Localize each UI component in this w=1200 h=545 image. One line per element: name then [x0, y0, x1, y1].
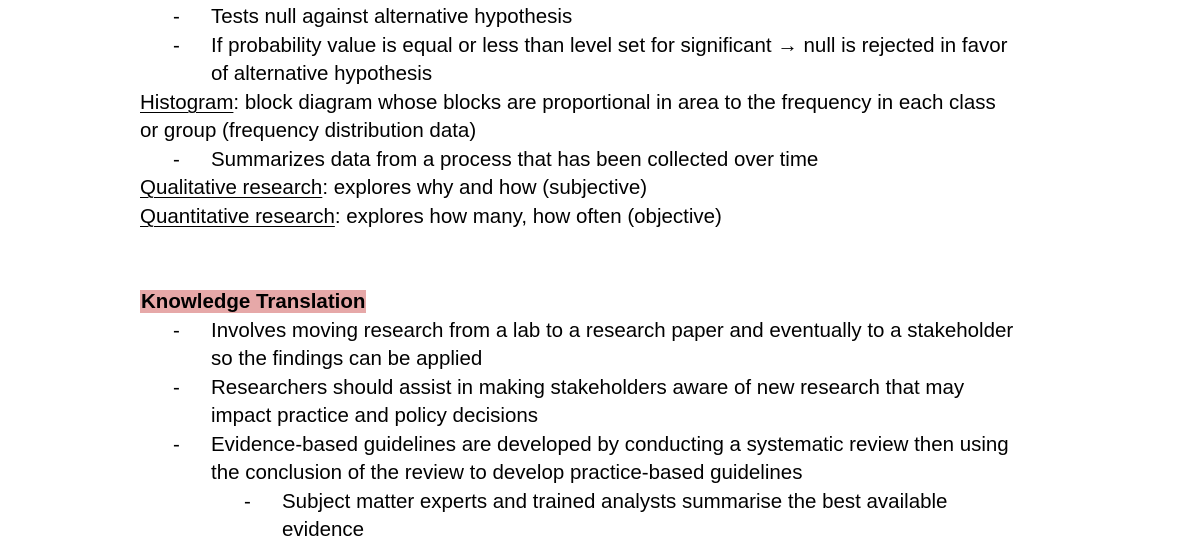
kt-sub-bullet-text: Subject matter experts and trained analysts summarise the best available — [282, 490, 948, 513]
kt-bullet-text: Researchers should assist in making stakeholders aware of new research that may — [211, 376, 965, 399]
bullet-dash: - — [173, 34, 180, 57]
bullet-dash: - — [173, 433, 180, 456]
kt-bullet-text-continuation: so the findings can be applied — [211, 347, 483, 370]
section-heading — [140, 288, 366, 317]
qualitative-term: Qualitative research — [140, 176, 323, 199]
histogram-term: Histogram — [140, 91, 234, 114]
histogram-definition-continuation: or group (frequency distribution data) — [140, 119, 477, 142]
histogram-bullet: Summarizes data from a process that has been collected over time — [211, 148, 819, 171]
kt-bullet-text: Involves moving research from a lab to a research paper and eventually to a stakeholder — [211, 319, 1014, 342]
bullet-text: Tests null against alternative hypothesis — [211, 5, 573, 28]
histogram-definition-text: : block diagram whose blocks are proportional in area to the frequency in each class — [233, 91, 996, 114]
quantitative-term: Quantitative research — [140, 205, 335, 228]
bullet-dash: - — [173, 5, 180, 28]
bullet-text-continuation: of alternative hypothesis — [211, 62, 433, 85]
knowledge-translation-heading: Knowledge Translation — [141, 290, 366, 313]
sub-bullet-dash: - — [244, 490, 251, 513]
quantitative-definition — [140, 203, 722, 232]
quantitative-definition-text: : explores how many, how often (objective) — [334, 205, 722, 228]
qualitative-definition-text: : explores why and how (subjective) — [322, 176, 648, 199]
bullet-dash: - — [173, 319, 180, 342]
kt-sub-bullet-text-continuation: evidence — [282, 518, 365, 541]
kt-bullet-text: Evidence-based guidelines are developed by conducting a systematic review then using — [211, 433, 1009, 456]
qualitative-definition — [140, 174, 647, 203]
bullet-dash: - — [173, 148, 180, 171]
histogram-definition — [140, 89, 996, 118]
kt-bullet-text-continuation: impact practice and policy decisions — [211, 404, 539, 427]
bullet-dash: - — [173, 376, 180, 399]
kt-bullet-text-continuation: the conclusion of the review to develop practice-based guidelines — [211, 461, 803, 484]
bullet-text: If probability value is equal or less than level set for significant → null is rejected in favor — [211, 34, 1008, 57]
